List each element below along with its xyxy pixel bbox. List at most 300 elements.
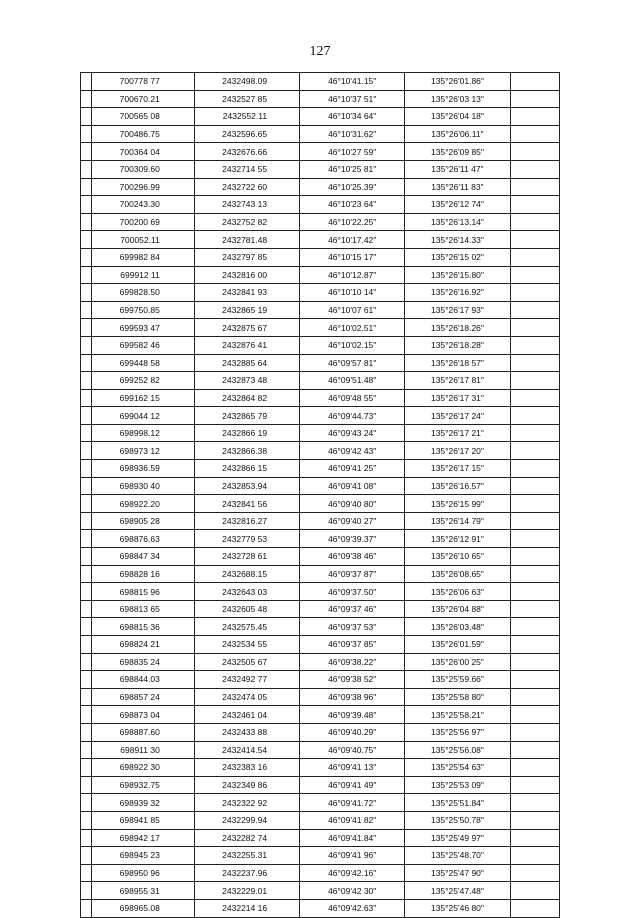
longitude-cell: 135°25'50.78" (405, 811, 510, 829)
latitude-cell: 46°10'10 14" (300, 284, 405, 302)
blank-right-cell (510, 565, 559, 583)
blank-left-cell (81, 847, 92, 865)
coordinates-table-body (81, 73, 560, 918)
y-coordinate-cell: 2432414.54 (194, 741, 299, 759)
x-coordinate-cell: 698815 36 (91, 618, 194, 636)
x-coordinate-cell: 698813 65 (91, 600, 194, 618)
x-coordinate-cell: 698922 30 (91, 759, 194, 777)
x-coordinate-cell: 698998.12 (91, 424, 194, 442)
y-coordinate-cell: 2432575.45 (194, 618, 299, 636)
table-row (81, 618, 560, 636)
longitude-cell: 135°26'01.86" (405, 73, 510, 91)
x-coordinate-cell: 699252 82 (91, 372, 194, 390)
y-coordinate-cell: 2432797 85 (194, 248, 299, 266)
blank-right-cell (510, 424, 559, 442)
latitude-cell: 46°09'48 55" (300, 389, 405, 407)
blank-right-cell (510, 583, 559, 601)
blank-right-cell (510, 600, 559, 618)
blank-right-cell (510, 389, 559, 407)
blank-left-cell (81, 794, 92, 812)
longitude-cell: 135°25'58.21" (405, 706, 510, 724)
x-coordinate-cell: 699448 58 (91, 354, 194, 372)
y-coordinate-cell: 2432885 64 (194, 354, 299, 372)
longitude-cell: 135°25'49 97" (405, 829, 510, 847)
x-coordinate-cell: 698828 16 (91, 565, 194, 583)
y-coordinate-cell: 2432229.01 (194, 882, 299, 900)
x-coordinate-cell: 698939 32 (91, 794, 194, 812)
latitude-cell: 46°09'41 49" (300, 776, 405, 794)
y-coordinate-cell: 2432841 56 (194, 495, 299, 513)
blank-left-cell (81, 460, 92, 478)
longitude-cell: 135°26'17 21" (405, 424, 510, 442)
table-row (81, 600, 560, 618)
blank-left-cell (81, 811, 92, 829)
blank-right-cell (510, 160, 559, 178)
latitude-cell: 46°09'51.48" (300, 372, 405, 390)
x-coordinate-cell: 698973 12 (91, 442, 194, 460)
y-coordinate-cell: 2432282 74 (194, 829, 299, 847)
y-coordinate-cell: 2432688.15 (194, 565, 299, 583)
latitude-cell: 46°10'23 64" (300, 196, 405, 214)
longitude-cell: 135°26'11 47" (405, 160, 510, 178)
x-coordinate-cell: 700364 04 (91, 143, 194, 161)
blank-right-cell (510, 196, 559, 214)
longitude-cell: 135°26'18 57" (405, 354, 510, 372)
y-coordinate-cell: 2432864 82 (194, 389, 299, 407)
blank-left-cell (81, 336, 92, 354)
x-coordinate-cell: 699162 15 (91, 389, 194, 407)
longitude-cell: 135°26'17 81" (405, 372, 510, 390)
latitude-cell: 46°09'41 82" (300, 811, 405, 829)
latitude-cell: 46°10'25 81" (300, 160, 405, 178)
longitude-cell: 135°26'08.65" (405, 565, 510, 583)
latitude-cell: 46°09'37 87" (300, 565, 405, 583)
blank-left-cell (81, 512, 92, 530)
x-coordinate-cell: 699982 84 (91, 248, 194, 266)
table-row (81, 688, 560, 706)
blank-left-cell (81, 108, 92, 126)
table-row (81, 530, 560, 548)
longitude-cell: 135°26'17 31" (405, 389, 510, 407)
longitude-cell: 135°26'04 88" (405, 600, 510, 618)
y-coordinate-cell: 2432643 03 (194, 583, 299, 601)
x-coordinate-cell: 698905 28 (91, 512, 194, 530)
table-row (81, 213, 560, 231)
longitude-cell: 135°26'16.57" (405, 477, 510, 495)
x-coordinate-cell: 699044 12 (91, 407, 194, 425)
latitude-cell: 46°09'39.48" (300, 706, 405, 724)
longitude-cell: 135°26'17 93" (405, 301, 510, 319)
blank-left-cell (81, 723, 92, 741)
longitude-cell: 135°26'14 79" (405, 512, 510, 530)
y-coordinate-cell: 2432552.11 (194, 108, 299, 126)
blank-left-cell (81, 671, 92, 689)
table-row (81, 301, 560, 319)
latitude-cell: 46°09'37 85" (300, 636, 405, 654)
latitude-cell: 46°09'41.72" (300, 794, 405, 812)
table-row (81, 864, 560, 882)
x-coordinate-cell: 700309.60 (91, 160, 194, 178)
table-row (81, 565, 560, 583)
latitude-cell: 46°09'40 80" (300, 495, 405, 513)
x-coordinate-cell: 698887.60 (91, 723, 194, 741)
blank-right-cell (510, 899, 559, 917)
blank-right-cell (510, 143, 559, 161)
x-coordinate-cell: 700670.21 (91, 90, 194, 108)
blank-right-cell (510, 741, 559, 759)
blank-left-cell (81, 90, 92, 108)
y-coordinate-cell: 2432722 60 (194, 178, 299, 196)
x-coordinate-cell: 700486.75 (91, 125, 194, 143)
latitude-cell: 46°10'25.39" (300, 178, 405, 196)
y-coordinate-cell: 2432498.09 (194, 73, 299, 91)
table-row (81, 741, 560, 759)
blank-left-cell (81, 776, 92, 794)
longitude-cell: 135°26'14.33" (405, 231, 510, 249)
x-coordinate-cell: 698930 40 (91, 477, 194, 495)
blank-left-cell (81, 759, 92, 777)
longitude-cell: 135°26'00 25" (405, 653, 510, 671)
blank-right-cell (510, 847, 559, 865)
blank-left-cell (81, 548, 92, 566)
blank-right-cell (510, 477, 559, 495)
latitude-cell: 46°09'37 46" (300, 600, 405, 618)
x-coordinate-cell: 698942 17 (91, 829, 194, 847)
table-row (81, 442, 560, 460)
table-row (81, 495, 560, 513)
y-coordinate-cell: 2432596.65 (194, 125, 299, 143)
latitude-cell: 46°09'41.84" (300, 829, 405, 847)
longitude-cell: 135°25'56 97" (405, 723, 510, 741)
blank-left-cell (81, 565, 92, 583)
longitude-cell: 135°25'54 63" (405, 759, 510, 777)
table-row (81, 583, 560, 601)
table-row (81, 389, 560, 407)
longitude-cell: 135°26'18.28" (405, 336, 510, 354)
longitude-cell: 135°26'13.14" (405, 213, 510, 231)
x-coordinate-cell: 699912 11 (91, 266, 194, 284)
table-row (81, 424, 560, 442)
latitude-cell: 46°09'42 43" (300, 442, 405, 460)
latitude-cell: 46°10'07 61" (300, 301, 405, 319)
blank-right-cell (510, 73, 559, 91)
blank-right-cell (510, 723, 559, 741)
y-coordinate-cell: 2432866 19 (194, 424, 299, 442)
blank-right-cell (510, 248, 559, 266)
longitude-cell: 135°26'16.92" (405, 284, 510, 302)
blank-right-cell (510, 284, 559, 302)
latitude-cell: 46°10'31.62" (300, 125, 405, 143)
x-coordinate-cell: 700296.99 (91, 178, 194, 196)
blank-left-cell (81, 530, 92, 548)
y-coordinate-cell: 2432322 92 (194, 794, 299, 812)
table-row (81, 248, 560, 266)
x-coordinate-cell: 698835 24 (91, 653, 194, 671)
blank-right-cell (510, 864, 559, 882)
y-coordinate-cell: 2432534 55 (194, 636, 299, 654)
x-coordinate-cell: 698945 23 (91, 847, 194, 865)
latitude-cell: 46°10'17.42" (300, 231, 405, 249)
blank-right-cell (510, 653, 559, 671)
latitude-cell: 46°09'38 96" (300, 688, 405, 706)
blank-right-cell (510, 688, 559, 706)
table-row (81, 90, 560, 108)
latitude-cell: 46°09'38.22" (300, 653, 405, 671)
y-coordinate-cell: 2432841 93 (194, 284, 299, 302)
blank-left-cell (81, 389, 92, 407)
blank-left-cell (81, 73, 92, 91)
x-coordinate-cell: 700243.30 (91, 196, 194, 214)
x-coordinate-cell: 700565 08 (91, 108, 194, 126)
x-coordinate-cell: 699750.85 (91, 301, 194, 319)
latitude-cell: 46°10'34 64" (300, 108, 405, 126)
blank-left-cell (81, 266, 92, 284)
longitude-cell: 135°26'12 74" (405, 196, 510, 214)
blank-right-cell (510, 829, 559, 847)
blank-left-cell (81, 583, 92, 601)
table-row (81, 776, 560, 794)
table-row (81, 671, 560, 689)
blank-left-cell (81, 706, 92, 724)
blank-right-cell (510, 213, 559, 231)
blank-left-cell (81, 319, 92, 337)
latitude-cell: 46°09'38 46" (300, 548, 405, 566)
blank-left-cell (81, 354, 92, 372)
x-coordinate-cell: 699828.50 (91, 284, 194, 302)
latitude-cell: 46°09'41 25" (300, 460, 405, 478)
longitude-cell: 135°26'09 85" (405, 143, 510, 161)
latitude-cell: 46°09'38 52" (300, 671, 405, 689)
y-coordinate-cell: 2432433 88 (194, 723, 299, 741)
table-row (81, 160, 560, 178)
y-coordinate-cell: 2432876 41 (194, 336, 299, 354)
longitude-cell: 135°25'56.08" (405, 741, 510, 759)
y-coordinate-cell: 2432383 16 (194, 759, 299, 777)
table-row (81, 847, 560, 865)
y-coordinate-cell: 2432237.96 (194, 864, 299, 882)
latitude-cell: 46°10'02.51" (300, 319, 405, 337)
blank-right-cell (510, 811, 559, 829)
table-row (81, 723, 560, 741)
x-coordinate-cell: 698932.75 (91, 776, 194, 794)
blank-left-cell (81, 372, 92, 390)
longitude-cell: 135°26'06 63" (405, 583, 510, 601)
table-row (81, 372, 560, 390)
x-coordinate-cell: 698873 04 (91, 706, 194, 724)
table-row (81, 811, 560, 829)
y-coordinate-cell: 2432461 04 (194, 706, 299, 724)
blank-right-cell (510, 301, 559, 319)
longitude-cell: 135°26'06.11" (405, 125, 510, 143)
blank-left-cell (81, 424, 92, 442)
x-coordinate-cell: 698876.63 (91, 530, 194, 548)
blank-right-cell (510, 319, 559, 337)
table-row (81, 512, 560, 530)
y-coordinate-cell: 2432676.66 (194, 143, 299, 161)
latitude-cell: 46°09'37.50" (300, 583, 405, 601)
y-coordinate-cell: 2432474 05 (194, 688, 299, 706)
y-coordinate-cell: 2432299.94 (194, 811, 299, 829)
blank-right-cell (510, 548, 559, 566)
table-row (81, 143, 560, 161)
table-row (81, 407, 560, 425)
latitude-cell: 46°10'12.87" (300, 266, 405, 284)
x-coordinate-cell: 698911 30 (91, 741, 194, 759)
x-coordinate-cell: 698950 96 (91, 864, 194, 882)
blank-left-cell (81, 407, 92, 425)
blank-right-cell (510, 512, 559, 530)
latitude-cell: 46°10'41.15" (300, 73, 405, 91)
blank-left-cell (81, 653, 92, 671)
longitude-cell: 135°25'47.48" (405, 882, 510, 900)
latitude-cell: 46°09'44.73" (300, 407, 405, 425)
table-row (81, 706, 560, 724)
longitude-cell: 135°26'01.59" (405, 636, 510, 654)
blank-right-cell (510, 671, 559, 689)
blank-left-cell (81, 143, 92, 161)
x-coordinate-cell: 699582 46 (91, 336, 194, 354)
table-row (81, 284, 560, 302)
table-row (81, 653, 560, 671)
y-coordinate-cell: 2432743 13 (194, 196, 299, 214)
longitude-cell: 135°26'03.48" (405, 618, 510, 636)
longitude-cell: 135°26'11 83" (405, 178, 510, 196)
longitude-cell: 135°25'51.84" (405, 794, 510, 812)
blank-left-cell (81, 160, 92, 178)
x-coordinate-cell: 698955 31 (91, 882, 194, 900)
blank-right-cell (510, 495, 559, 513)
blank-left-cell (81, 301, 92, 319)
blank-left-cell (81, 829, 92, 847)
y-coordinate-cell: 2432873 48 (194, 372, 299, 390)
blank-right-cell (510, 231, 559, 249)
table-row (81, 636, 560, 654)
coordinates-table (80, 72, 560, 918)
latitude-cell: 46°09'41 13" (300, 759, 405, 777)
longitude-cell: 135°25'47 90" (405, 864, 510, 882)
table-row (81, 829, 560, 847)
x-coordinate-cell: 698936.59 (91, 460, 194, 478)
longitude-cell: 135°26'03 13" (405, 90, 510, 108)
blank-right-cell (510, 794, 559, 812)
longitude-cell: 135°26'15 99" (405, 495, 510, 513)
table-row (81, 882, 560, 900)
y-coordinate-cell: 2432853.94 (194, 477, 299, 495)
blank-left-cell (81, 741, 92, 759)
longitude-cell: 135°26'15.80" (405, 266, 510, 284)
blank-right-cell (510, 407, 559, 425)
table-row (81, 125, 560, 143)
blank-right-cell (510, 706, 559, 724)
x-coordinate-cell: 700200 69 (91, 213, 194, 231)
latitude-cell: 46°09'43 24" (300, 424, 405, 442)
blank-left-cell (81, 284, 92, 302)
x-coordinate-cell: 698847 34 (91, 548, 194, 566)
table-row (81, 548, 560, 566)
table-row (81, 899, 560, 917)
latitude-cell: 46°09'41 08" (300, 477, 405, 495)
longitude-cell: 135°25'48.70" (405, 847, 510, 865)
blank-right-cell (510, 636, 559, 654)
x-coordinate-cell: 700778 77 (91, 73, 194, 91)
y-coordinate-cell: 2432781.48 (194, 231, 299, 249)
blank-right-cell (510, 354, 559, 372)
table-row (81, 196, 560, 214)
latitude-cell: 46°09'40 27" (300, 512, 405, 530)
y-coordinate-cell: 2432816 00 (194, 266, 299, 284)
table-row (81, 460, 560, 478)
x-coordinate-cell: 698824 21 (91, 636, 194, 654)
blank-right-cell (510, 372, 559, 390)
blank-left-cell (81, 899, 92, 917)
latitude-cell: 46°10'37 51" (300, 90, 405, 108)
latitude-cell: 46°10'02.15" (300, 336, 405, 354)
blank-right-cell (510, 178, 559, 196)
longitude-cell: 135°26'17 20" (405, 442, 510, 460)
blank-right-cell (510, 90, 559, 108)
longitude-cell: 135°26'17 15" (405, 460, 510, 478)
blank-left-cell (81, 688, 92, 706)
table-row (81, 108, 560, 126)
y-coordinate-cell: 2432728 61 (194, 548, 299, 566)
longitude-cell: 135°26'18.26" (405, 319, 510, 337)
blank-right-cell (510, 266, 559, 284)
y-coordinate-cell: 2432527 85 (194, 90, 299, 108)
blank-left-cell (81, 442, 92, 460)
table-row (81, 336, 560, 354)
latitude-cell: 46°10'15 17" (300, 248, 405, 266)
blank-right-cell (510, 618, 559, 636)
x-coordinate-cell: 698941 85 (91, 811, 194, 829)
page-number: 127 (309, 44, 331, 59)
blank-left-cell (81, 248, 92, 266)
y-coordinate-cell: 2432865 19 (194, 301, 299, 319)
table-row (81, 477, 560, 495)
y-coordinate-cell: 2432816.27 (194, 512, 299, 530)
blank-left-cell (81, 618, 92, 636)
blank-right-cell (510, 336, 559, 354)
y-coordinate-cell: 2432349 86 (194, 776, 299, 794)
y-coordinate-cell: 2432865 79 (194, 407, 299, 425)
x-coordinate-cell: 698922.20 (91, 495, 194, 513)
blank-left-cell (81, 213, 92, 231)
blank-left-cell (81, 477, 92, 495)
y-coordinate-cell: 2432875 67 (194, 319, 299, 337)
x-coordinate-cell: 698844.03 (91, 671, 194, 689)
blank-right-cell (510, 776, 559, 794)
latitude-cell: 46°10'22.25" (300, 213, 405, 231)
y-coordinate-cell: 2432505 67 (194, 653, 299, 671)
table-row (81, 231, 560, 249)
y-coordinate-cell: 2432492 77 (194, 671, 299, 689)
x-coordinate-cell: 699593 47 (91, 319, 194, 337)
y-coordinate-cell: 2432779 53 (194, 530, 299, 548)
blank-left-cell (81, 864, 92, 882)
blank-right-cell (510, 108, 559, 126)
y-coordinate-cell: 2432752 82 (194, 213, 299, 231)
blank-left-cell (81, 125, 92, 143)
latitude-cell: 46°09'42.63" (300, 899, 405, 917)
longitude-cell: 135°25'59.66" (405, 671, 510, 689)
latitude-cell: 46°09'39.37" (300, 530, 405, 548)
y-coordinate-cell: 2432714 55 (194, 160, 299, 178)
y-coordinate-cell: 2432866.38 (194, 442, 299, 460)
longitude-cell: 135°25'53 09" (405, 776, 510, 794)
latitude-cell: 46°09'42 30" (300, 882, 405, 900)
longitude-cell: 135°26'15 02" (405, 248, 510, 266)
blank-right-cell (510, 530, 559, 548)
blank-left-cell (81, 636, 92, 654)
